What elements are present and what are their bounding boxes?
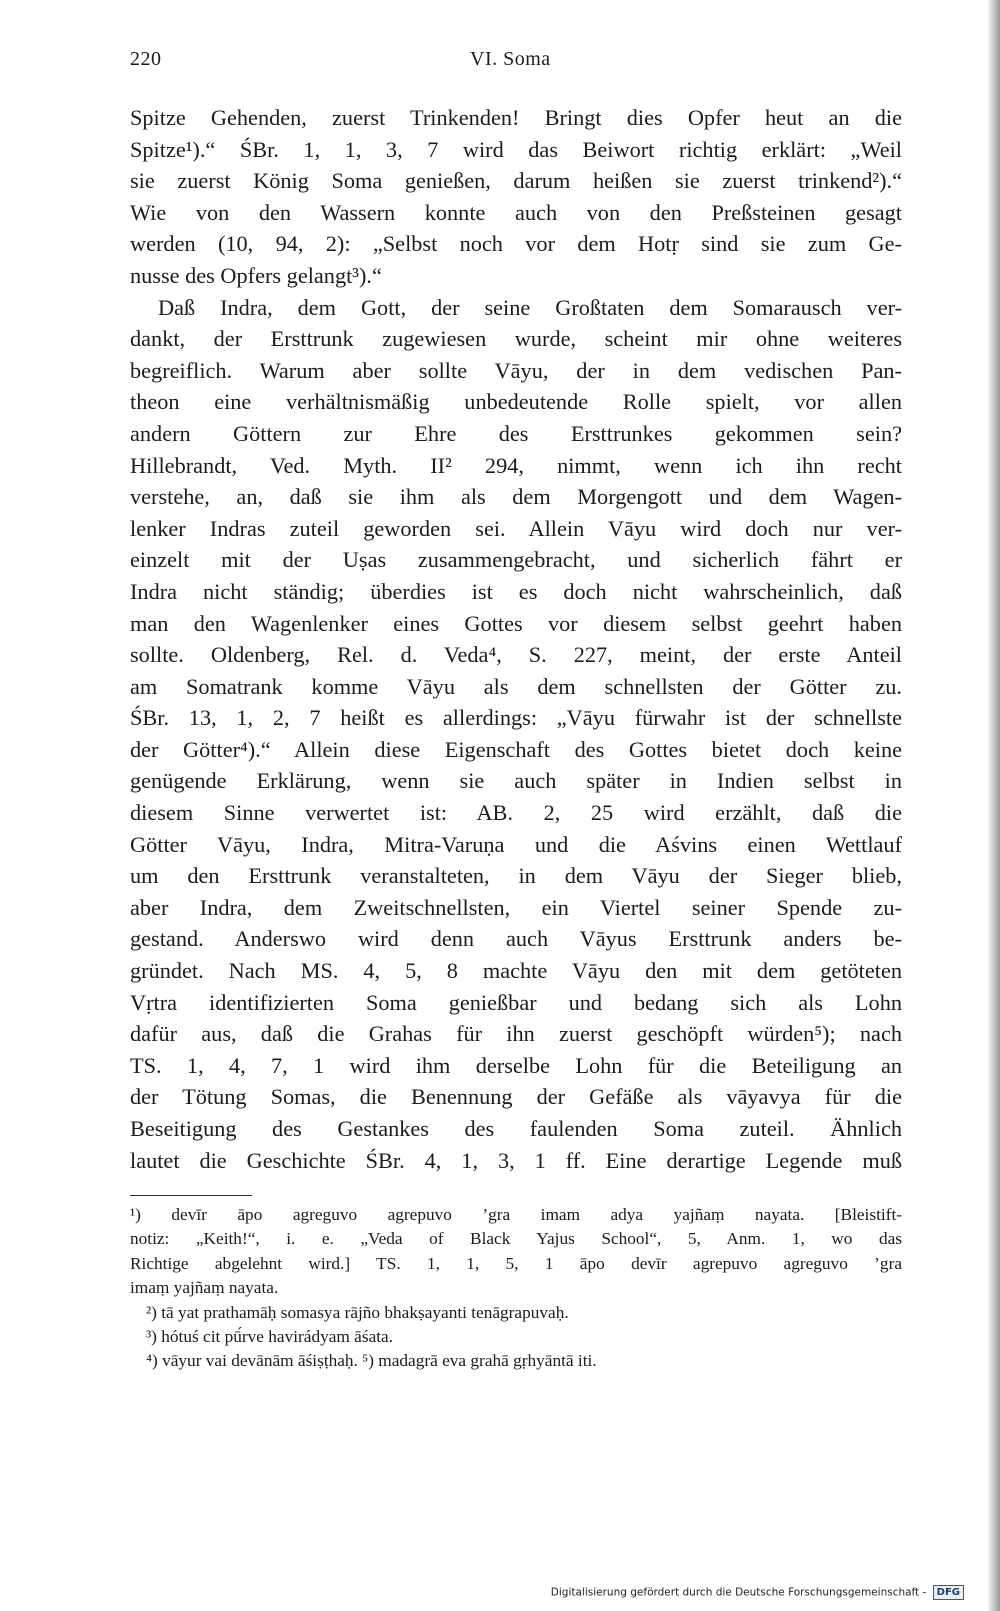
book-spine-edge xyxy=(988,0,1000,1611)
footnote-line: Richtige abgelehnt wird.] TS. 1, 1, 5, 1 āpo devīr agrepuvo agreguvo ’gra xyxy=(130,1253,902,1273)
body-line: theon eine verhältnismäßig unbedeutende Rolle spielt, vor allen xyxy=(130,389,902,415)
running-head xyxy=(130,48,900,78)
body-line: Wie von den Wassern konnte auch von den Preßsteinen gesagt xyxy=(130,199,902,225)
body-line: nusse des Opfers gelangt³).“ xyxy=(130,262,382,288)
body-line: Spitze Gehenden, zuerst Trinkenden! Bringt dies Opfer heut an die xyxy=(130,105,902,130)
digitization-text: Digitalisierung gefördert durch die Deutsche Forschungsgemeinschaft - xyxy=(550,1586,927,1599)
body-line: sie zuerst König Soma genießen, darum heißen sie zuerst trinkend²).“ xyxy=(130,168,902,194)
body-text xyxy=(130,102,902,1176)
body-line: Vṛtra identifizierten Soma genießbar und bedang sich als Lohn xyxy=(130,989,902,1015)
body-line: aber Indra, dem Zweitschnellsten, ein Viertel seiner Spende zu- xyxy=(130,894,902,920)
body-line: Daß Indra, dem Gott, der seine Großtaten dem Somarausch ver- xyxy=(158,294,902,320)
body-line: Beseitigung des Gestankes des faulenden Soma zuteil. Ähnlich xyxy=(130,1116,902,1141)
body-line: der Tötung Somas, die Benennung der Gefäße als vāyavya für die xyxy=(130,1084,902,1110)
body-line: um den Ersttrunk veranstalteten, in dem Vāyu der Sieger blieb, xyxy=(130,863,902,889)
footnote-line: ¹) devīr āpo agreguvo agrepuvo ’gra imam adya yajñaṃ nayata. [Bleistift- xyxy=(130,1205,902,1224)
body-line: verstehe, an, daß sie ihm als dem Morgengott und dem Wagen- xyxy=(130,484,902,510)
body-line: gestand. Anderswo wird denn auch Vāyus Ersttrunk anders be- xyxy=(130,926,902,952)
body-line: dafür aus, daß die Grahas für ihn zuerst geschöpft würden⁵); nach xyxy=(130,1021,902,1047)
body-line: lenker Indras zuteil geworden sei. Allein Vāyu wird doch nur ver- xyxy=(130,515,902,541)
body-line: diesem Sinne verwertet ist: AB. 2, 25 wird erzählt, daß die xyxy=(130,800,902,826)
chapter-title: VI. Soma xyxy=(470,48,551,70)
footnote-rule xyxy=(130,1195,252,1196)
page-number: 220 xyxy=(130,48,162,70)
body-line: genügende Erklärung, wenn sie auch später in Indien selbst in xyxy=(130,768,902,794)
body-line: Spitze¹).“ ŚBr. 1, 1, 3, 7 wird das Beiwort richtig erklärt: „Weil xyxy=(130,136,902,162)
body-line: ŚBr. 13, 1, 2, 7 heißt es allerdings: „Vāyu fürwahr ist der schnellste xyxy=(130,705,902,731)
body-line: einzelt mit der Uṣas zusammengebracht, und sicherlich fährt er xyxy=(130,547,902,573)
dfg-logo-icon: DFG xyxy=(933,1585,964,1600)
footnote-line: imaṃ yajñaṃ nayata. xyxy=(130,1278,279,1298)
body-line: Götter Vāyu, Indra, Mitra-Varuṇa und die Aśvins einen Wettlauf xyxy=(130,831,902,857)
body-line: man den Wagenlenker eines Gottes vor diesem selbst geehrt haben xyxy=(130,610,902,636)
footnotes xyxy=(130,1203,902,1374)
footnote-line: ²) tā yat prathamāḥ somasya rājño bhakṣayanti tenāgrapuvaḥ. xyxy=(146,1302,569,1322)
body-line: am Somatrank komme Vāyu als dem schnellsten der Götter zu. xyxy=(130,673,902,699)
body-line: dankt, der Ersttrunk zugewiesen wurde, scheint mir ohne weiteres xyxy=(130,326,902,352)
body-line: gründet. Nach MS. 4, 5, 8 machte Vāyu den mit dem getöteten xyxy=(130,958,902,984)
footnote-line: notiz: „Keith!“, i. e. „Veda of Black Yajus School“, 5, Anm. 1, wo das xyxy=(130,1229,902,1249)
footnote-line: ³) hótuś cit pū́rve havirádyam āśata. xyxy=(146,1326,394,1346)
body-line: begreiflich. Warum aber sollte Vāyu, der in dem vedischen Pan- xyxy=(130,357,902,383)
body-line: Hillebrandt, Ved. Myth. II² 294, nimmt, wenn ich ihn recht xyxy=(130,452,902,478)
body-line: der Götter⁴).“ Allein diese Eigenschaft des Gottes bietet doch keine xyxy=(130,736,902,762)
body-line: andern Göttern zur Ehre des Ersttrunkes gekommen sein? xyxy=(130,420,902,446)
digitization-note xyxy=(551,1585,964,1600)
body-line: Indra nicht ständig; überdies ist es doch nicht wahrscheinlich, daß xyxy=(130,578,902,604)
footnote-line: ⁴) vāyur vai devānām āśiṣṭhaḥ. ⁵) madagrā eva grahā gṛhyāntā iti. xyxy=(146,1351,597,1371)
body-line: werden (10, 94, 2): „Selbst noch vor dem Hotṛ sind sie zum Ge- xyxy=(130,231,902,257)
body-line: lautet die Geschichte ŚBr. 4, 1, 3, 1 ff. Eine derartige Legende muß xyxy=(130,1147,902,1173)
body-line: TS. 1, 4, 7, 1 wird ihm derselbe Lohn für die Beteiligung an xyxy=(130,1052,902,1078)
body-line: sollte. Oldenberg, Rel. d. Veda⁴, S. 227, meint, der erste Anteil xyxy=(130,642,902,668)
